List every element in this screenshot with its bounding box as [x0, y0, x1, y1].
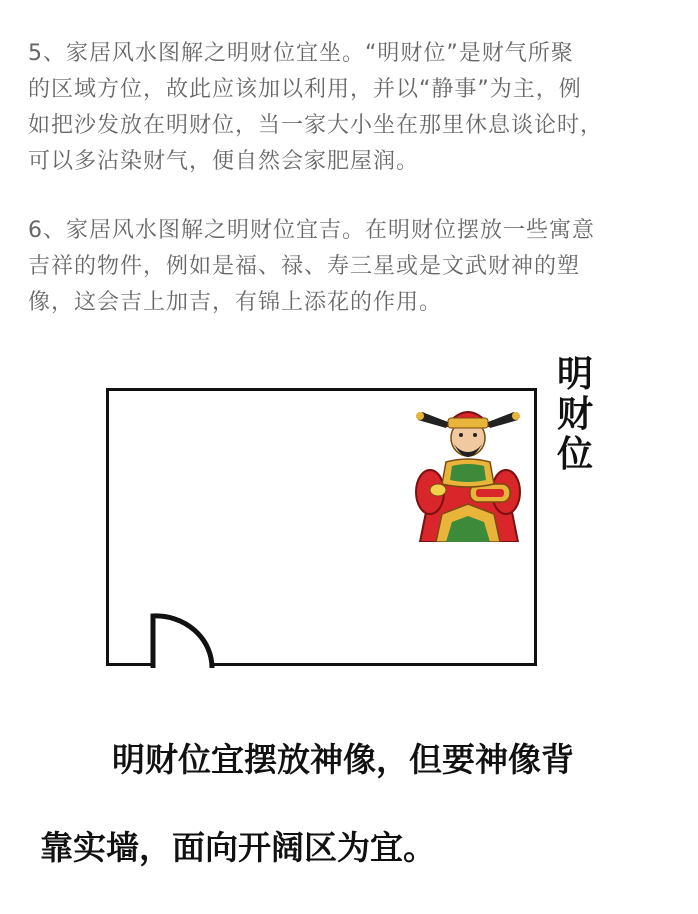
ming-caiwei-label [554, 354, 596, 474]
label-char-3: 位 [556, 433, 593, 475]
door-swing-icon [150, 610, 218, 670]
label-char-1: 明 [556, 353, 593, 395]
paragraph-5: 5、家居风水图解之明财位宜坐。“明财位”是财气所聚 的区域方位，故此应该加以利用，并以“静事”为主，例 如把沙发放在明财位，当一家大小坐在那里休息谈论时， 可以多沾染财气，便自然会家肥屋润。 [28, 41, 604, 174]
caption-line-2: 靠实墙，面向开阔区为宜。 [40, 828, 436, 867]
caption-line-1: 明财位宜摆放神像，但要神像背 [112, 740, 574, 779]
floor-plan-figure [0, 348, 698, 867]
wealth-god-statue-icon [408, 392, 528, 542]
label-char-2: 财 [556, 393, 593, 435]
paragraph-6: 6、家居风水图解之明财位宜吉。在明财位摆放一些寓意 吉祥的物件，例如是福、禄、寿三星或是文武财神的塑 像，这会吉上加吉，有锦上添花的作用。 [28, 218, 595, 315]
figure-caption [40, 694, 680, 914]
